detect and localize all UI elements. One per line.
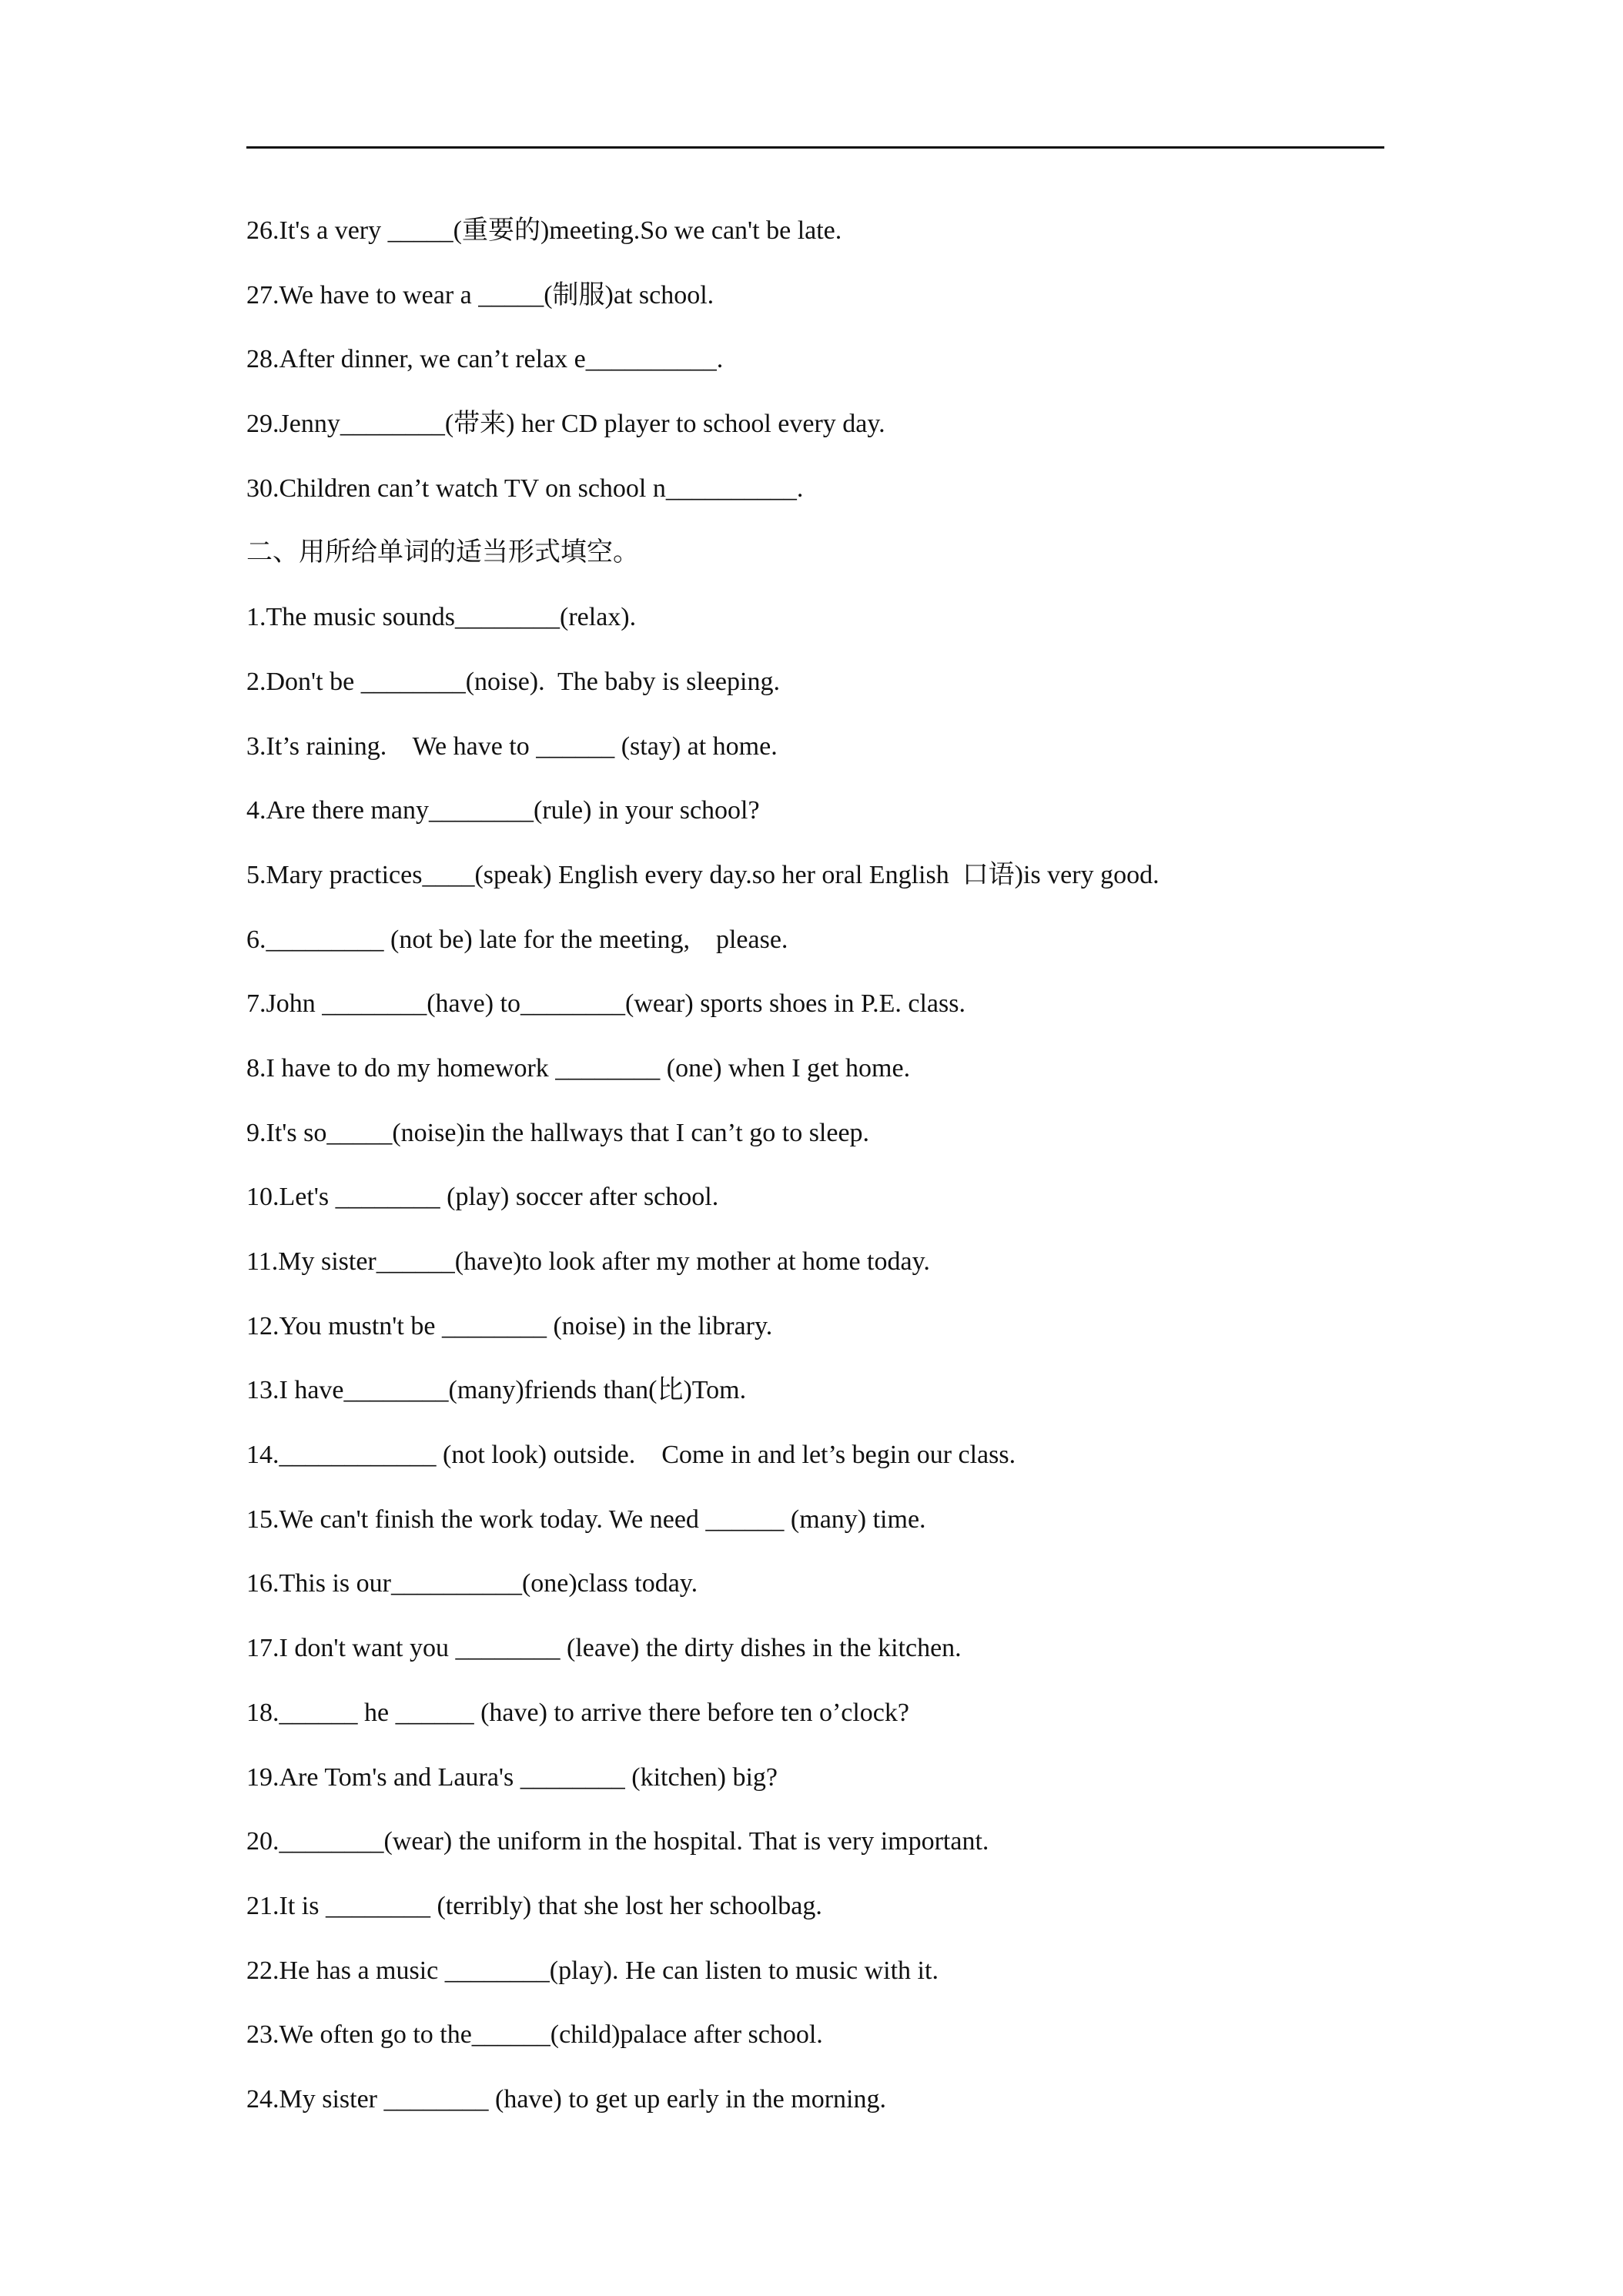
exercise-line: 19.Are Tom's and Laura's ________ (kitchen) big? [246, 1762, 778, 1792]
exercise-line: 14.____________ (not look) outside. Come in and let’s begin our class. [246, 1441, 1016, 1470]
exercise-line: 10.Let's ________ (play) soccer after school. [246, 1183, 719, 1212]
exercise-line: 13.I have________(many)friends than(比)Tom. [246, 1376, 747, 1405]
exercise-line: 15.We can't finish the work today. We need ______ (many) time. [246, 1504, 926, 1534]
exercise-line: 8.I have to do my homework ________ (one) when I get home. [246, 1053, 911, 1083]
exercise-line: 24.My sister ________ (have) to get up early in the morning. [246, 2084, 886, 2114]
exercise-line: 1.The music sounds________(relax). [246, 603, 637, 632]
exercise-line: 22.He has a music ________(play). He can listen to music with it. [246, 1956, 939, 1985]
exercise-line: 4.Are there many________(rule) in your school? [246, 796, 760, 825]
exercise-line: 6._________ (not be) late for the meeting, please. [246, 925, 788, 954]
exercise-line: 18.______ he ______ (have) to arrive there before ten o’clock? [246, 1698, 909, 1727]
exercise-line: 16.This is our__________(one)class today. [246, 1569, 698, 1598]
exercise-line: 9.It's so_____(noise)in the hallways that I can’t go to sleep. [246, 1118, 870, 1147]
exercise-line: 12.You mustn't be ________ (noise) in the library. [246, 1311, 773, 1340]
exercise-list [246, 209, 1555, 2143]
exercise-line: 20.________(wear) the uniform in the hospital. That is very important. [246, 1827, 989, 1856]
exercise-line: 5.Mary practices____(speak) English every day.so her oral English 口语)is very good. [246, 860, 1160, 889]
exercise-line: 7.John ________(have) to________(wear) sports shoes in P.E. class. [246, 989, 965, 1019]
header-rule [246, 146, 1384, 149]
exercise-line: 21.It is ________ (terribly) that she lost her schoolbag. [246, 1891, 822, 1920]
exercise-line: 27.We have to wear a _____(制服)at school. [246, 280, 714, 310]
exercise-line: 29.Jenny________(带来) her CD player to school every day. [246, 410, 885, 439]
exercise-line: 26.It's a very _____(重要的)meeting.So we can't be late. [246, 216, 842, 245]
exercise-line: 23.We often go to the______(child)palace after school. [246, 2020, 823, 2050]
exercise-line: 2.Don't be ________(noise). The baby is sleeping. [246, 667, 780, 696]
exercise-line: 30.Children can’t watch TV on school n__________. [246, 474, 804, 503]
exercise-line: 二、用所给单词的适当形式填空。 [246, 538, 639, 567]
exercise-line: 17.I don't want you ________ (leave) the dirty dishes in the kitchen. [246, 1634, 962, 1663]
exercise-line: 11.My sister______(have)to look after my mother at home today. [246, 1247, 930, 1276]
exercise-line: 3.It’s raining. We have to ______ (stay) at home. [246, 731, 778, 761]
exercise-line: 28.After dinner, we can’t relax e__________. [246, 345, 724, 374]
